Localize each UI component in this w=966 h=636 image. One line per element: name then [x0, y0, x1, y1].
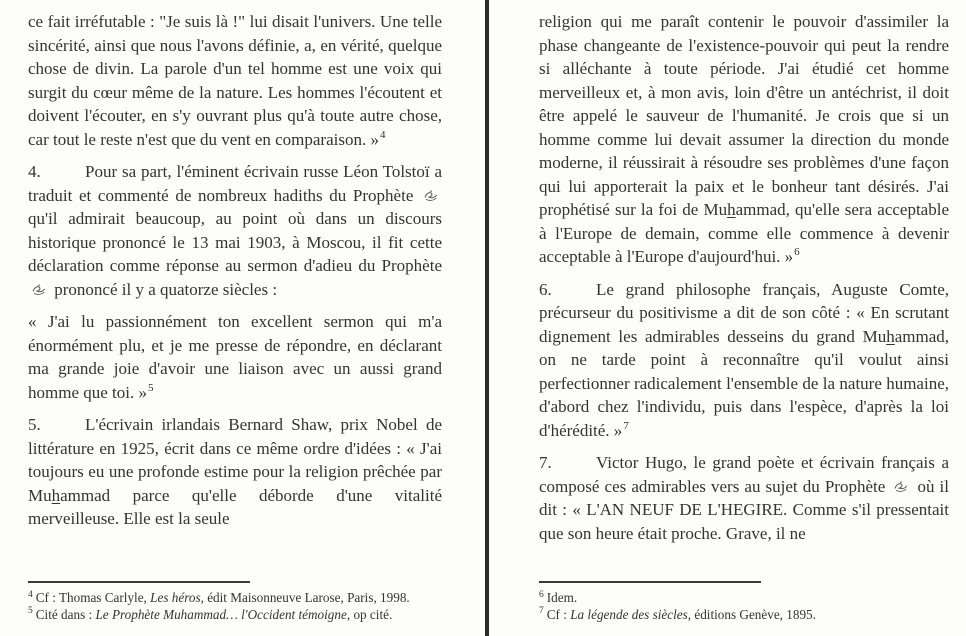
- paragraph-tolstoy-quote: [28, 310, 442, 404]
- footnote-marker: 4: [28, 589, 33, 600]
- paragraph-text: ammad parce qu'elle déborde d'une vitalité merveilleuse. Elle est la seule: [28, 485, 442, 528]
- paragraph-text: ce fait irréfutable : "Je suis là !" lui disait l'univers. Une telle sincérité, ainsi que nous l'avons définie, a, en vérité, quelque chose de divin. La parole d'un tel homme est une voix qui surgit du cœur même de la nature. Les hommes l'écoutent et doivent l'écouter, en s'y ouvrant plus qu'à toute autre chose, car tout le reste n'est que du vent en comparaison. »: [28, 12, 442, 149]
- paragraph-carlyle-quote-continuation: [28, 10, 442, 151]
- paragraph-text: Pour sa part, l'éminent écrivain russe Léon Tolstoï a traduit et commenté de nombreux hadiths du Prophète: [28, 162, 442, 205]
- paragraph-number: 5.: [28, 415, 41, 434]
- paragraph-text: ammad, qu'elle sera acceptable à l'Europe de demain, comme elle commence à devenir acceptable à l'Europe d'aujourd'hui. »: [539, 200, 949, 266]
- paragraph-text: qu'il admirait beaucoup, au point où dans un discours historique prononcé le 13 mai 1903, à Moscou, il fit cette déclaration comme réponse au sermon d'adieu du Prophète: [28, 209, 442, 275]
- paragraph-text: Le grand philosophe français, Auguste Comte, précurseur du positivisme a dit de son côté : « En scrutant dignement les admirables desseins du grand Mu: [539, 279, 949, 346]
- footnote-text: Cité dans :: [35, 606, 96, 622]
- footnote-ref-4: 4: [379, 128, 386, 141]
- paragraph-text: où il dit : « L'AN NEUF DE L'HEGIRE. Comme s'il pressentait que son heure était proche. Grave, il ne: [539, 476, 949, 543]
- paragraph-7-victor-hugo: [539, 451, 949, 545]
- right-page: [539, 10, 949, 630]
- footnote-6: [539, 590, 949, 607]
- underlined-h: h: [886, 326, 895, 346]
- right-page-body: [539, 10, 949, 570]
- footnote-ref-7: 7: [623, 419, 629, 432]
- paragraph-number: 7.: [539, 453, 552, 472]
- left-page: [28, 10, 442, 630]
- footnote-text: , édit Maisonneuve Larose, Paris, 1998.: [200, 590, 410, 605]
- left-page-body: [28, 10, 442, 570]
- underlined-h: h: [727, 200, 736, 219]
- footnote-separator: [28, 581, 250, 583]
- paragraph-number: 6.: [539, 279, 552, 299]
- paragraph-5-bernard-shaw: [28, 413, 442, 531]
- paragraph-text: ammad, on ne tarde point à reconnaître qu'il voulut ainsi perfectionner radicalement l'ensemble de la nature humaine, d'abord chez l'individu, puis dans l'espèce, d'après la loi d'hérédité. »: [539, 326, 949, 440]
- footnote-text: Cf :: [546, 606, 571, 622]
- paragraph-4-tolstoy: [28, 160, 442, 301]
- page-divider: [485, 0, 489, 636]
- pbuh-calligraphy-icon: [31, 283, 47, 297]
- footnote-book-title: Les héros: [150, 590, 201, 605]
- paragraph-text: Victor Hugo, le grand poète et écrivain français a composé ces admirables vers au sujet du Prophète: [539, 453, 949, 496]
- paragraph-text: L'écrivain irlandais Bernard Shaw, prix Nobel de littérature en 1925, écrit dans ce même ordre d'idées : « J'ai toujours eu une profonde estime pour la religion prêchée par Mu: [28, 415, 442, 505]
- footnote-ref-5: 5: [147, 381, 154, 394]
- footnote-book-title: Le Prophète Muhammad… l'Occident témoigne: [95, 606, 347, 622]
- footnote-text: Cf : Thomas Carlyle,: [35, 590, 151, 605]
- paragraph-shaw-quote-continuation: [539, 10, 949, 269]
- footnote-marker: 7: [539, 606, 544, 617]
- footnote-4: [28, 590, 442, 607]
- footnote-ref-6: 6: [794, 246, 800, 259]
- underlined-h: h: [51, 485, 61, 505]
- paragraph-6-auguste-comte: [539, 278, 949, 443]
- paragraph-text: « J'ai lu passionnément ton excellent sermon qui m'a énormément plu, et je me presse de répondre, en déclarant ma grande joie d'avoir une liaison avec un aussi grand homme que toi. »: [28, 312, 442, 402]
- paragraph-number: 4.: [28, 162, 41, 181]
- footnote-7: [539, 607, 949, 624]
- footnote-marker: 6: [539, 589, 544, 600]
- left-footnotes: [28, 581, 442, 623]
- footnote-5: [28, 607, 442, 624]
- paragraph-text: religion qui me paraît contenir le pouvoir d'assimiler la phase changeante de l'existence-pouvoir qui peut la rendre si alléchante à toute période. J'ai étudié cet homme merveilleux et, à mon avis, loin d'être un antéchrist, il doit être appelé le sauveur de l'humanité. Je crois que si un homme comme lui devait assumer la direction du monde moderne, il réussirait à résoudre ses problèmes d'une façon qui lui apporterait la paix et le bonheur tant désirés. J'ai prophétisé sur la foi de Mu: [539, 12, 949, 219]
- footnote-book-title: La légende des siècles: [570, 606, 688, 622]
- pbuh-calligraphy-icon: [423, 189, 439, 203]
- footnote-text: Idem.: [546, 590, 578, 605]
- right-footnotes: [539, 581, 949, 623]
- footnote-text: , op cité.: [346, 606, 393, 622]
- footnote-marker: 5: [28, 606, 33, 617]
- paragraph-text: prononcé il y a quatorze siècles :: [50, 279, 278, 299]
- pbuh-calligraphy-icon: [893, 480, 909, 494]
- footnote-separator: [539, 581, 761, 583]
- footnote-text: , éditions Genève, 1895.: [687, 606, 816, 622]
